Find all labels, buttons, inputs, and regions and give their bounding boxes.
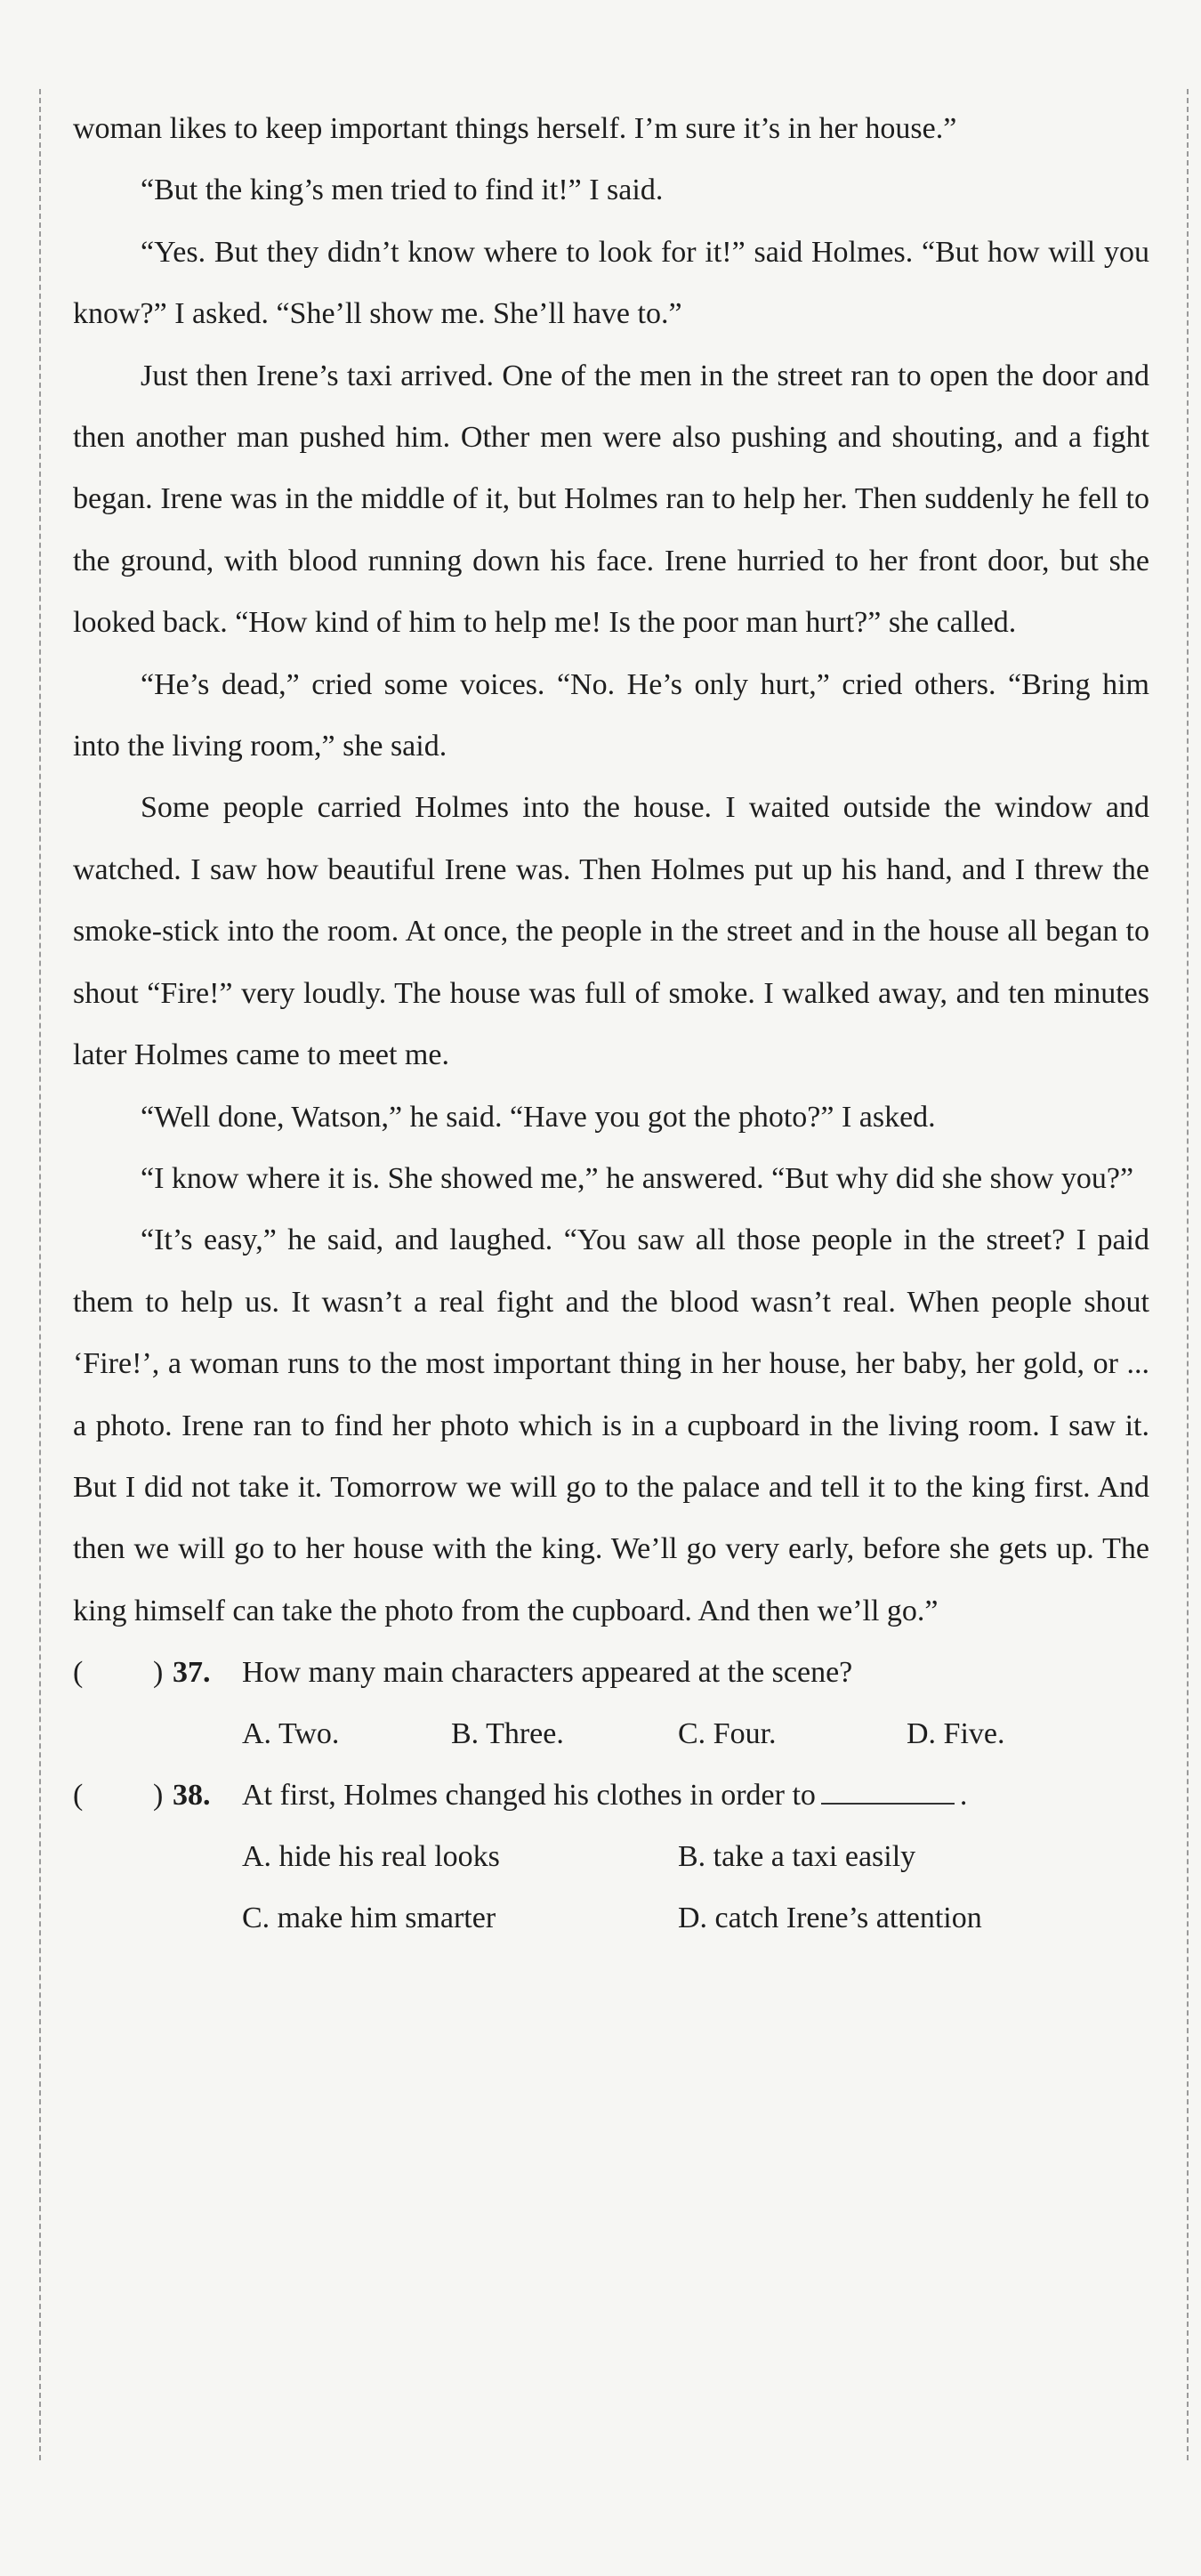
- option-c: C. make him smarter: [242, 1902, 496, 1935]
- paragraph-3: “Yes. But they didn’t know where to look for it!” said Holmes. “But how will you know?” I asked. “She’ll show me. She’ll have to.”: [73, 235, 1149, 331]
- question-number: 37.: [173, 1656, 211, 1690]
- right-dashed-border: [1187, 89, 1189, 2460]
- paragraph-8: “I know where it is. She showed me,” he answered. “But why did she show you?”: [141, 1161, 1134, 1195]
- answer-paren-open: (: [73, 1656, 84, 1690]
- option-c: C. Four.: [678, 1717, 777, 1751]
- paragraph-5: “He’s dead,” cried some voices. “No. He’s only hurt,” cried others. “Bring him into the living room,” she said.: [73, 667, 1149, 763]
- option-b: B. Three.: [451, 1717, 564, 1751]
- question-end-punctuation: .: [959, 1779, 968, 1813]
- option-a: A. Two.: [242, 1717, 340, 1751]
- option-d: D. catch Irene’s attention: [678, 1902, 982, 1935]
- paragraph-9: “It’s easy,” he said, and laughed. “You saw all those people in the street? I paid them to help us. It wasn’t a real fight and the blood wasn’t real. When people shout ‘Fire!’, a woman runs to the most important thing in her house, her baby, her gold, or ... a photo. Irene ran to find her photo which is in a cupboard in the living room. I saw it. But I did not take it. Tomorrow we will go to the palace and tell it to the king first. And then we will go to her house with the king. We’ll go very early, before she gets up. The king himself can take the photo from the cupboard. And then we’ll go.”: [73, 1223, 1149, 1627]
- question-number: 38.: [173, 1779, 211, 1813]
- question-text: At first, Holmes changed his clothes in order to: [242, 1779, 816, 1813]
- answer-blank: [821, 1776, 955, 1805]
- paragraph-6: Some people carried Holmes into the house. I waited outside the window and watched. I saw how beautiful Irene was. Then Holmes put up his hand, and I threw the smoke-stick into the room. At once, the people in the street and in the house all began to shout “Fire!” very loudly. The house was full of smoke. I walked away, and ten minutes later Holmes came to meet me.: [73, 791, 1149, 1072]
- left-dashed-border: [39, 89, 41, 2460]
- question-37: [73, 1642, 1149, 1764]
- option-d: D. Five.: [907, 1717, 1005, 1751]
- answer-paren-close: ): [153, 1656, 164, 1690]
- option-a: A. hide his real looks: [242, 1840, 500, 1874]
- option-b: B. take a taxi easily: [678, 1840, 916, 1874]
- paragraph-4: Just then Irene’s taxi arrived. One of the men in the street ran to open the door and then another man pushed him. Other men were also pushing and shouting, and a fight began. Irene was in the middle of it, but Holmes ran to help her. Then suddenly he fell to the ground, with blood running down his face. Irene hurried to her front door, but she looked back. “How kind of him to help me! Is the poor man hurt?” she called.: [73, 359, 1149, 640]
- paragraph-2: “But the king’s men tried to find it!” I said.: [141, 174, 664, 207]
- paragraph-7: “Well done, Watson,” he said. “Have you got the photo?” I asked.: [141, 1100, 936, 1134]
- question-text: How many main characters appeared at the scene?: [242, 1656, 853, 1690]
- answer-paren-open: (: [73, 1779, 84, 1813]
- reading-passage: [73, 98, 1149, 1949]
- question-38: [73, 1764, 1149, 1949]
- answer-paren-close: ): [153, 1779, 164, 1813]
- paragraph-1: woman likes to keep important things herself. I’m sure it’s in her house.”: [73, 112, 957, 145]
